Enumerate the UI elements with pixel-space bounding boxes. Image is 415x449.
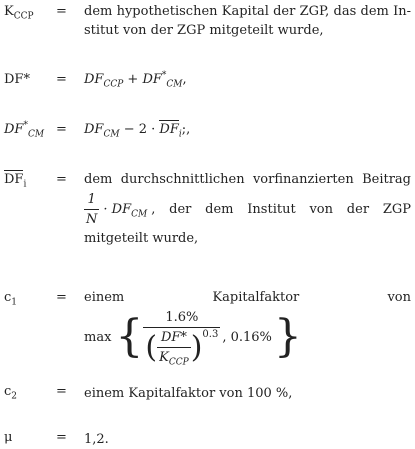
symbol-kccp: $K_{CCP}$ (4, 4, 34, 22)
capital-fraction: 1.6% ( $\frac{DF*}{K_{CCP}}$ ) $^{0.3}$ (145, 309, 219, 368)
symbol-dfcm: $DF^*_{CM}$ (4, 120, 45, 140)
max-formula: max { 1.6% ( $\frac{DF*}{K_{CCP}}$ ) $^{0.3}$ , 0.16% } (84, 309, 302, 368)
equals-sign: = (56, 290, 67, 305)
symbol-mu: μ (4, 430, 13, 445)
equals-sign: = (56, 4, 67, 19)
symbol-df: DF* (4, 72, 30, 87)
symbol-c2: $c_2$ (4, 384, 18, 402)
equals-sign: = (56, 72, 67, 87)
definition-dfi: dem durchschnittlichen vorfinanzierten Beitrag $\frac{1}{N}$ · $DF_{CM}$ , der dem Institut von der ZGP mitgeteilt wurde, (84, 172, 411, 246)
definition-c1: einem Kapitalfaktor von max { 1.6% ( $\frac{DF*}{K_{CCP}}$ ) $^{0.3}$ , 0.16% } (84, 290, 411, 368)
definition-mu: 1,2. (84, 432, 109, 447)
symbol-c1: $c_1$ (4, 290, 18, 308)
symbol-dfi-bar: $DF_i$ (4, 172, 27, 190)
definition-c2: einem Kapitalfaktor von 100 %, (84, 386, 293, 401)
equals-sign: = (56, 430, 67, 445)
fraction-1-over-n: $\frac{1}{N}$ (86, 191, 98, 227)
definition-kccp: dem hypothetischen Kapital der ZGP, das dem In- stitut von der ZGP mitgeteilt wurde, (84, 4, 411, 38)
equals-sign: = (56, 122, 67, 137)
equals-sign: = (56, 384, 67, 399)
formula-dfcm: $DF_{CM} - 2 \cdot DF_i$;, (84, 122, 191, 140)
equals-sign: = (56, 172, 67, 187)
formula-df: $DF_{CCP} + DF^*_{CM}$, (84, 70, 187, 90)
